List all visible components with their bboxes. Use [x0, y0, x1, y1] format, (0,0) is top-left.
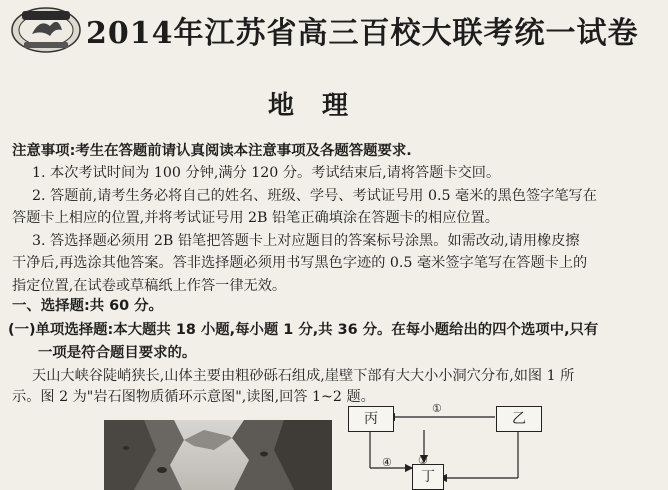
node-yi: 乙: [496, 406, 542, 432]
arrow-label-4: ④: [382, 456, 392, 469]
notice-item: 干净后,再选涂其他答案。答非选择题必须用书写黑色字迹的 0.5 毫米签字笔写在答题卡上的: [12, 255, 588, 271]
notice-item: 1. 本次考试时间为 100 分钟,满分 120 分。考试结束后,请将答题卡交回。: [32, 165, 501, 181]
publisher-logo: [10, 6, 82, 54]
notice-item: 3. 答选择题必须用 2B 铅笔把答题卡上对应题目的答案标号涂黑。如需改动,请用橡皮擦: [32, 233, 580, 249]
notice-item: 答题卡上相应的位置,并将考试证号用 2B 铅笔正确填涂在答题卡的相应位置。: [12, 210, 499, 226]
question-intro: 天山大峡谷陡峭狭长,山体主要由粗砂砾石组成,崖壁下部有大大小小洞穴分布,如图 1 所: [32, 368, 575, 384]
rock-cycle-diagram: [340, 398, 640, 488]
node-ding: 丁: [412, 464, 444, 490]
subject-title: 地理: [268, 91, 377, 121]
exam-title: 2014年江苏省高三百校大联考统一试卷: [86, 16, 639, 51]
section-heading: 一、选择题:共 60 分。: [12, 298, 163, 314]
notice-item: 2. 答题前,请考生务必将自己的姓名、班级、学号、考试证号用 0.5 毫米的黑色签字笔写在: [32, 188, 597, 204]
subsection-heading: (一)单项选择题:本大题共 18 小题,每小题 1 分,共 36 分。在每小题给出的四个选项中,只有: [8, 322, 599, 338]
notice-item: 指定位置,在试卷或草稿纸上作答一律无效。: [12, 278, 287, 294]
canyon-photo: [104, 420, 332, 490]
question-intro-cont: 示。图 2 为"岩石图物质循环示意图",读图,回答 1~2 题。: [12, 389, 375, 405]
notice-heading: 注意事项:考生在答题前请认真阅读本注意事项及各题答题要求.: [12, 143, 412, 159]
subsection-heading-cont: 一项是符合题目要求的。: [38, 345, 197, 361]
node-bing: 丙: [348, 406, 394, 432]
arrow-label-3: ③: [418, 454, 428, 467]
arrow-label-1: ①: [432, 402, 442, 415]
